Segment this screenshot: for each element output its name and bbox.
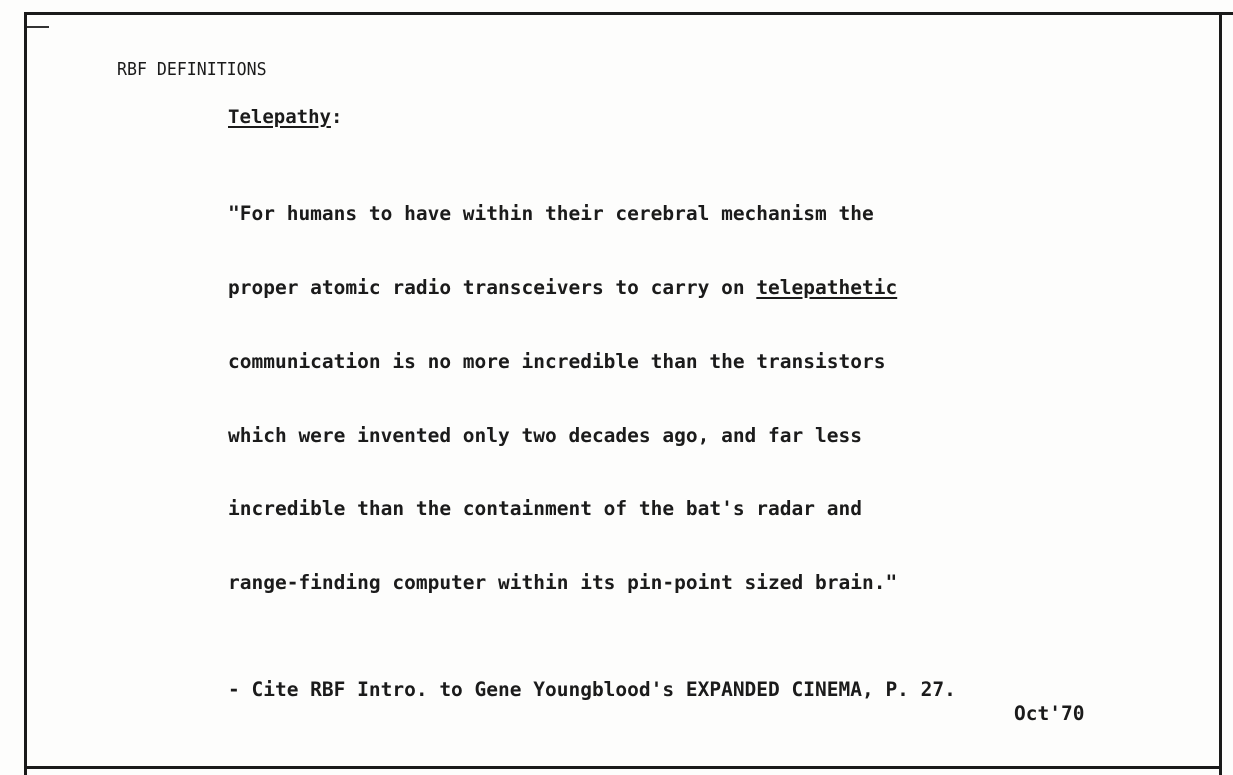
citation-date: Oct'70 (1014, 702, 1085, 725)
card-border-left (24, 12, 27, 775)
source-citation: - Cite RBF Intro. to Gene Youngblood's EXPANDED CINEMA, P. 27. (228, 678, 956, 701)
quote-line (228, 571, 897, 596)
card-corner-mark (27, 26, 49, 28)
quote-text: incredible than the containment of the bat's radar and (228, 497, 862, 521)
quote-text: proper atomic radio transceivers to carry on (228, 275, 757, 299)
card-border-right (1219, 12, 1222, 775)
quote-line (228, 497, 897, 522)
definition-term-colon: : (330, 106, 343, 128)
definition-term (228, 106, 342, 128)
quote-line (228, 350, 897, 375)
quote-text: "For humans to have within their cerebral mechanism the (228, 202, 874, 226)
definition-term-label: Telepathy (228, 106, 331, 128)
definition-quote (228, 153, 897, 645)
quote-line (228, 276, 897, 301)
card-border-top (24, 12, 1233, 15)
quote-text: communication is no more incredible than the transistors (228, 349, 886, 373)
quote-line (228, 424, 897, 449)
quote-line (228, 202, 897, 227)
card-border-bottom (24, 766, 1222, 769)
underlined-word: telepathetic (756, 275, 898, 299)
quote-text: which were invented only two decades ago, and far less (228, 423, 862, 447)
quote-text: range-finding computer within its pin-point sized brain." (228, 571, 898, 595)
document-heading: RBF DEFINITIONS (117, 59, 267, 80)
